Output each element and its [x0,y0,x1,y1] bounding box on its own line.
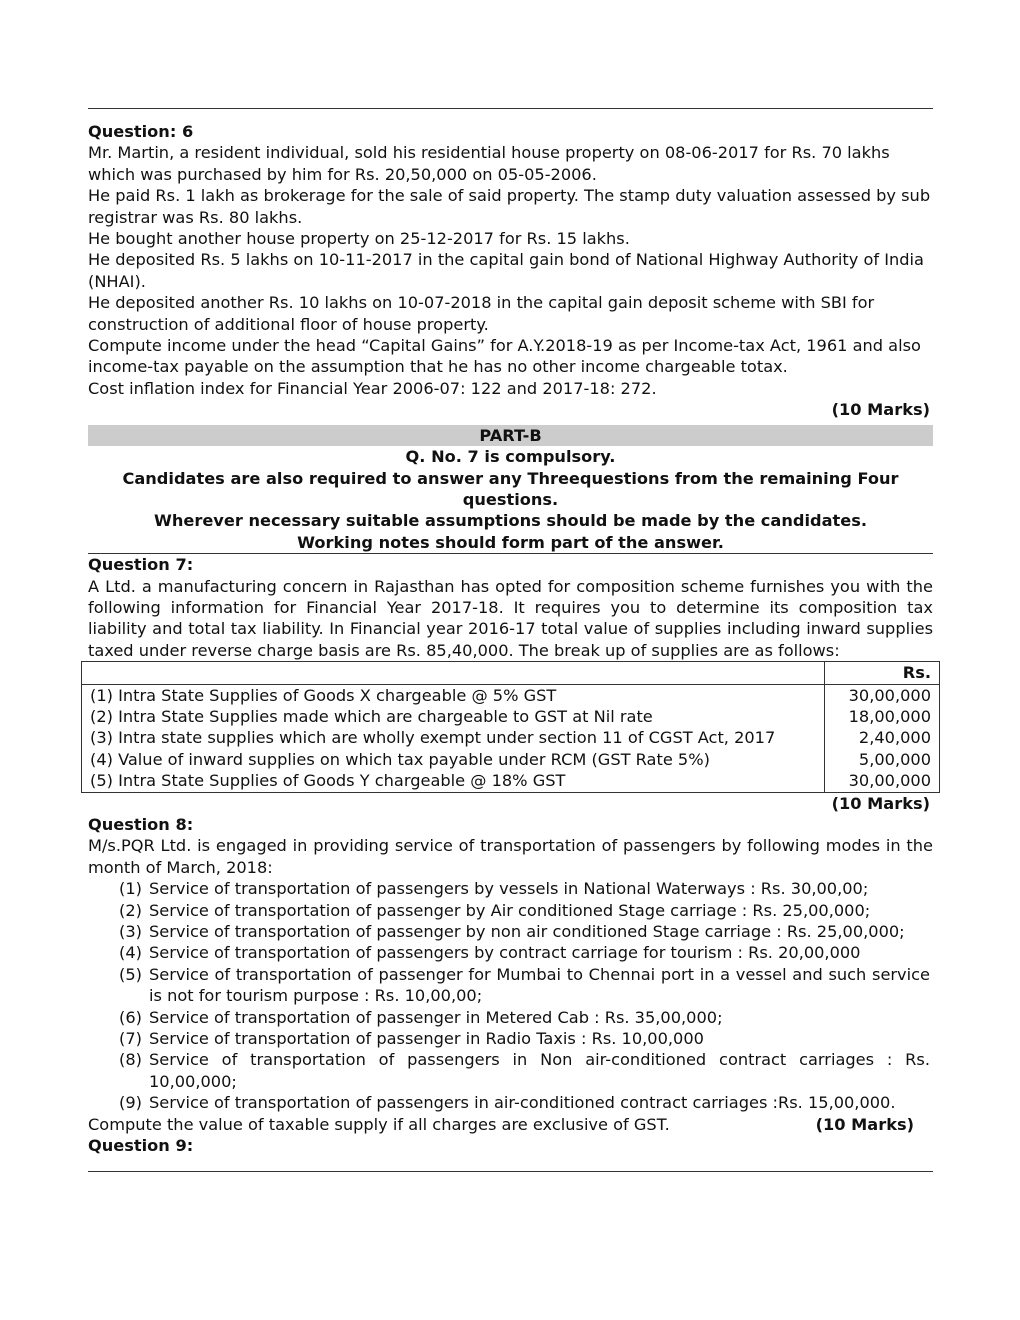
list-item-text: Service of transportation of passengers by contract carriage for tourism : Rs. 20,00,000 [149,943,861,963]
transport-modes-list [88,878,933,1113]
list-item-number: (4) [119,943,142,963]
list-item [119,964,930,1007]
document-page [88,108,933,1172]
list-item-text: Service of transportation of passenger in Radio Taxis : Rs. 10,00,000 [149,1029,704,1049]
list-item-number: (1) [119,879,142,899]
question-6-paragraph: He bought another house property on 25-12-2017 for Rs. 15 lakhs. [88,229,630,249]
table-header-description [82,662,825,684]
table-cell-description: (2) Intra State Supplies made which are chargeable to GST at Nil rate [82,706,825,727]
list-item-text: Service of transportation of passengers in air-conditioned contract carriages :Rs. 15,00,000. [149,1093,896,1113]
question-6 [88,109,933,421]
list-item-text: Service of transportation of passenger in Metered Cab : Rs. 35,00,000; [149,1007,723,1027]
list-item-text: Service of transportation of passenger for Mumbai to Chennai port in a vessel and such service is not for tourism purpose : Rs. 10,00,00; [149,964,930,1006]
table-cell-description: (1) Intra State Supplies of Goods X chargeable @ 5% GST [82,684,825,706]
question-6-paragraph: Mr. Martin, a resident individual, sold his residential house property on 08-06-2017 for Rs. 70 lakhs which was purchased by him for Rs. 20,50,000 on 05-05-2006. [88,143,890,184]
question-9 [88,1135,933,1156]
question-8-heading: Question 8: [88,815,194,834]
list-item [119,942,930,963]
question-6-paragraph: Compute income under the head “Capital Gains” for A.Y.2018-19 as per Income-tax Act, 1961 and also income-tax payable on the assumption that he has no other income chargeable totax. [88,336,921,377]
list-item-text: Service of transportation of passengers in Non air-conditioned contract carriages : Rs. 10,00,000; [149,1050,930,1091]
question-8 [88,814,933,1135]
question-6-marks: (10 Marks) [831,400,930,420]
list-item [119,878,930,899]
table-cell-description: (3) Intra state supplies which are wholly exempt under section 11 of CGST Act, 2017 [82,727,825,748]
question-8-closing-line [88,1114,933,1135]
table-header-row [82,662,940,684]
table-row [82,727,940,748]
table-row [82,749,940,770]
table-cell-amount: 18,00,000 [825,706,940,727]
list-item-text: Service of transportation of passenger by Air conditioned Stage carriage : Rs. 25,00,000; [149,900,871,920]
list-item [119,900,930,921]
table-cell-amount: 5,00,000 [825,749,940,770]
question-6-paragraph: He deposited Rs. 5 lakhs on 10-11-2017 in the capital gain bond of National Highway Authority of India (NHAI). [88,250,924,291]
question-7-heading: Question 7: [88,555,194,575]
table-cell-description: (4) Value of inward supplies on which tax payable under RCM (GST Rate 5%) [82,749,825,770]
table-cell-description: (5) Intra State Supplies of Goods Y chargeable @ 18% GST [82,770,825,792]
question-6-paragraph: He paid Rs. 1 lakh as brokerage for the sale of said property. The stamp duty valuation assessed by sub registrar was Rs. 80 lakhs. [88,186,931,227]
question-8-marks: (10 Marks) [815,1114,914,1134]
question-7-text: A Ltd. a manufacturing concern in Rajasthan has opted for composition scheme furnishes you with the following information for Financial Year 2017-18. It requires you to determine its composition tax liability and total tax liability. In Financial year 2016-17 total value of supplies including inward supplies taxed under reverse charge basis are Rs. 85,40,000. The break up of supplies are as follows: [88,576,933,660]
question-6-paragraph: Cost inflation index for Financial Year 2006-07: 122 and 2017-18: 272. [88,378,657,398]
table-row [82,706,940,727]
part-b-instruction: Candidates are also required to answer any Threequestions from the remaining Four questions. [122,468,899,509]
list-item-number: (5) [119,964,142,984]
list-item [119,1049,930,1092]
table-cell-amount: 2,40,000 [825,727,940,748]
list-item [119,1007,930,1028]
question-8-closing: Compute the value of taxable supply if all charges are exclusive of GST. [88,1114,670,1134]
question-9-heading: Question 9: [88,1136,194,1156]
list-item-number: (9) [119,1093,142,1113]
list-item-number: (8) [119,1050,142,1070]
list-item [119,1092,930,1113]
part-b-title: PART-B [88,425,933,446]
list-item-text: Service of transportation of passengers by vessels in National Waterways : Rs. 30,00,00; [149,879,869,899]
list-item [119,921,930,942]
question-7-marks: (10 Marks) [831,793,930,813]
list-item [119,1028,930,1049]
part-b-header [88,425,933,553]
table-row [82,684,940,706]
list-item-text: Service of transportation of passenger by non air conditioned Stage carriage : Rs. 25,00,000; [149,922,905,942]
list-item-number: (7) [119,1029,142,1049]
bottom-rule [88,1171,933,1172]
table-header-amount: Rs. [825,662,940,684]
list-item-number: (3) [119,922,142,942]
part-b-instruction: Working notes should form part of the answer. [297,532,724,552]
list-item-number: (6) [119,1007,142,1027]
list-item-number: (2) [119,900,142,920]
question-6-paragraph: He deposited another Rs. 10 lakhs on 10-07-2018 in the capital gain deposit scheme with SBI for construction of additional floor of house property. [88,293,875,334]
question-8-intro: M/s.PQR Ltd. is engaged in providing service of transportation of passengers by following modes in the month of March, 2018: [88,836,933,877]
part-b-instruction: Wherever necessary suitable assumptions should be made by the candidates. [153,511,868,531]
question-7 [88,554,933,814]
table-row [82,770,940,792]
table-cell-amount: 30,00,000 [825,684,940,706]
table-cell-amount: 30,00,000 [825,770,940,792]
question-6-heading: Question: 6 [88,122,194,141]
part-b-instruction: Q. No. 7 is compulsory. [405,447,616,467]
supplies-table [81,661,940,792]
